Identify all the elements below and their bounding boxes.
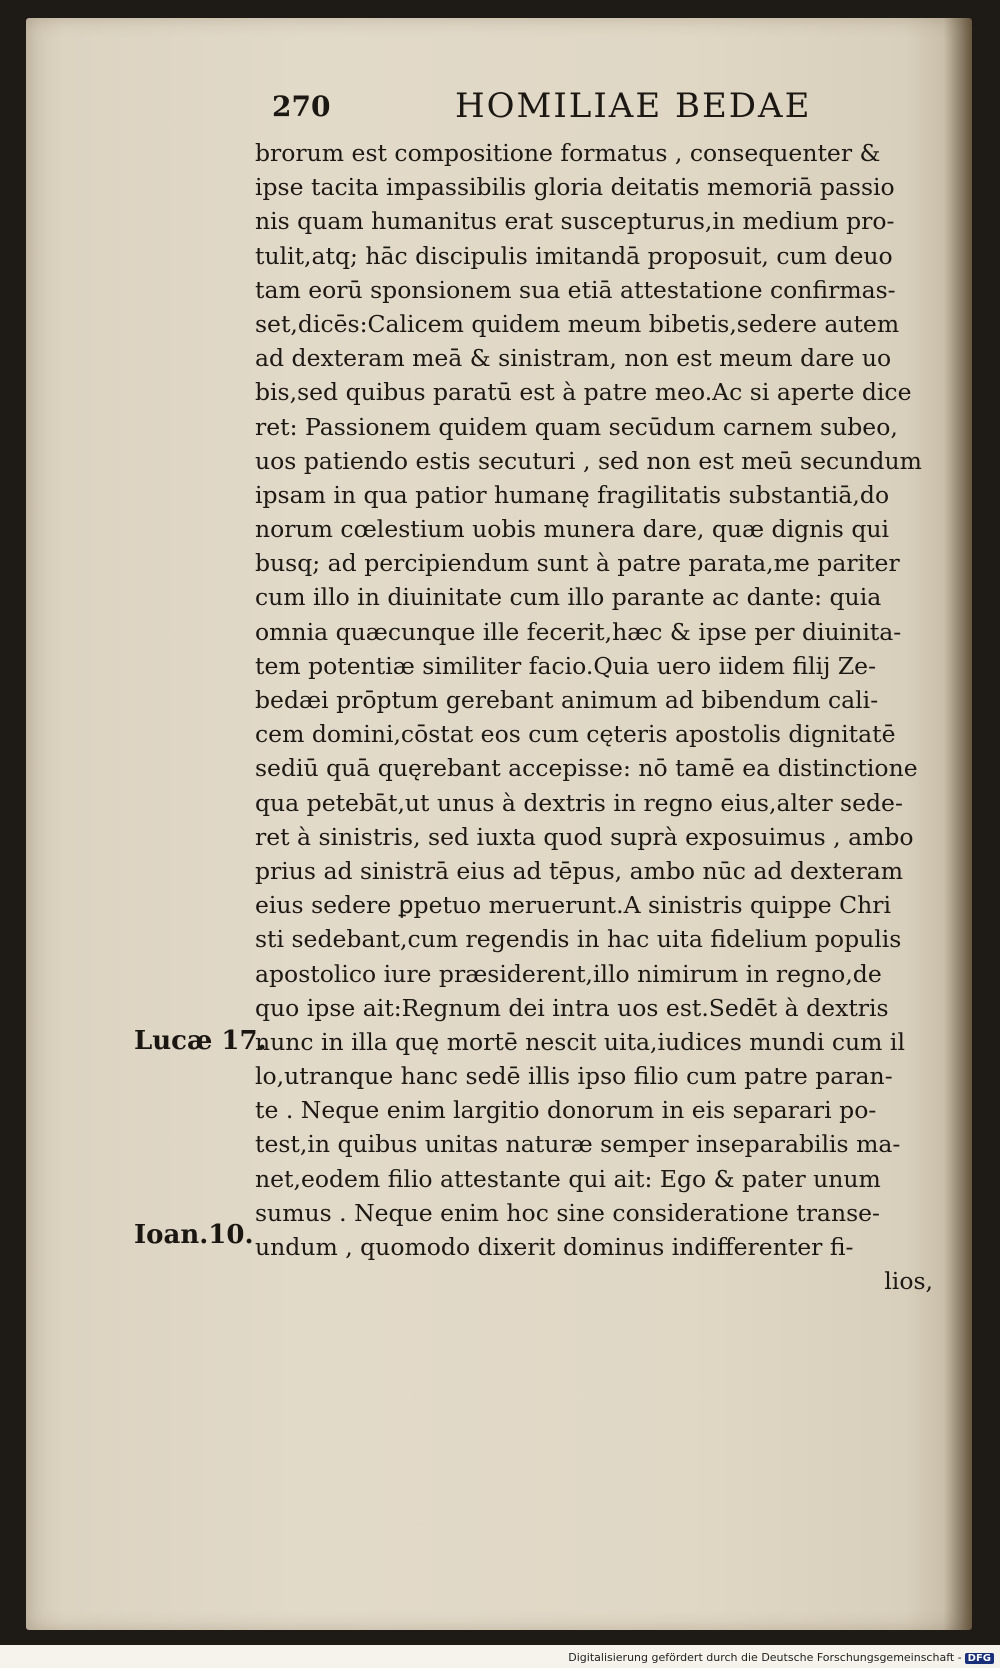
text-line: test,in quibus unitas naturæ semper inseparabilis ma-: [255, 1130, 901, 1159]
text-line: ad dexteram meā & sinistram, non est meum dare uo: [255, 344, 892, 373]
running-title: HOMILIAE BEDAE: [455, 86, 812, 126]
text-line: prius ad sinistrā eius ad tēpus, ambo nūc ad dexteram: [255, 856, 904, 885]
text-line: uos patiendo estis secuturi , sed non est meū secundum: [255, 446, 922, 475]
text-line: sediū quā quęrebant accepisse: nō tamē ea distinctione: [255, 754, 918, 783]
catchword: lios,: [884, 1267, 933, 1296]
text-line: quo ipse ait:Regnum dei intra uos est.Sedēt à dextris: [255, 993, 889, 1022]
text-line: bedæi prōptum gerebant animum ad bibendum cali-: [255, 686, 879, 714]
text-line: ret à sinistris, sed iuxta quod suprà exposuimus , ambo: [255, 822, 914, 851]
text-line: busq; ad percipiendum sunt à patre parata,me pariter: [255, 549, 900, 578]
text-line: ret: Passionem quidem quam secūdum carnem subeo,: [255, 412, 898, 441]
text-line: undum , quomodo dixerit dominus indifferenter fi-: [255, 1233, 854, 1261]
text-line: apostolico iure præsiderent,illo nimirum in regno,de: [255, 959, 882, 988]
text-line: norum cœlestium uobis munera dare, quæ dignis qui: [255, 515, 890, 544]
text-line: nunc in illa quę mortē nescit uita,iudices mundi cum il: [255, 1027, 905, 1056]
text-line: brorum est compositione formatus , consequenter &: [255, 139, 881, 167]
text-line: cem domini,cōstat eos cum cęteris apostolis dignitatē: [255, 720, 896, 749]
text-line: qua petebāt,ut unus à dextris in regno eius,alter sede-: [255, 788, 903, 817]
footer-text: Digitalisierung gefördert durch die Deutsche Forschungsgemeinschaft -: [568, 1651, 962, 1664]
text-line: omnia quæcunque ille fecerit,hæc & ipse per diuinita-: [255, 617, 902, 646]
page-header: [272, 86, 832, 132]
text-line: lo,utranque hanc sedē illis ipso filio cum patre paran-: [255, 1062, 893, 1091]
digitization-footer: [568, 1651, 994, 1664]
text-line: set,dicēs:Calicem quidem meum bibetis,sedere autem: [255, 309, 900, 338]
text-line: tulit,atq; hāc discipulis imitandā proposuit, cum deuo: [255, 241, 893, 270]
text-line: ipsam in qua patior humanę fragilitatis substantiā,do: [255, 480, 890, 509]
margin-note-lucae: Lucæ 17.: [134, 1026, 267, 1056]
page-number: 270: [272, 90, 331, 123]
text-line: cum illo in diuinitate cum illo parante ac dante: quia: [255, 583, 882, 612]
text-line: nis quam humanitus erat suscepturus,in medium pro-: [255, 207, 895, 236]
margin-note-ioan: Ioan.10.: [134, 1220, 254, 1250]
dfg-logo: DFG: [965, 1653, 994, 1664]
text-line: tam eorū sponsionem sua etiā attestatione confirmas-: [255, 275, 896, 304]
text-line: sti sedebant,cum regendis in hac uita fidelium populis: [255, 925, 902, 954]
text-line: eius sedere ꝑpetuo meruerunt.A sinistris quippe Chri: [255, 891, 892, 920]
text-line: ipse tacita impassibilis gloria deitatis memoriā passio: [255, 173, 895, 202]
text-line: bis,sed quibus paratū est à patre meo.Ac si aperte dice: [255, 378, 912, 407]
text-line: net,eodem filio attestante qui ait: Ego & pater unum: [255, 1164, 881, 1193]
body-text: [255, 136, 955, 1298]
text-line: te . Neque enim largitio donorum in eis separari po-: [255, 1096, 877, 1125]
text-line: tem potentiæ similiter facio.Quia uero iidem filij Ze-: [255, 651, 877, 680]
text-line: sumus . Neque enim hoc sine consideratione transe-: [255, 1198, 880, 1227]
